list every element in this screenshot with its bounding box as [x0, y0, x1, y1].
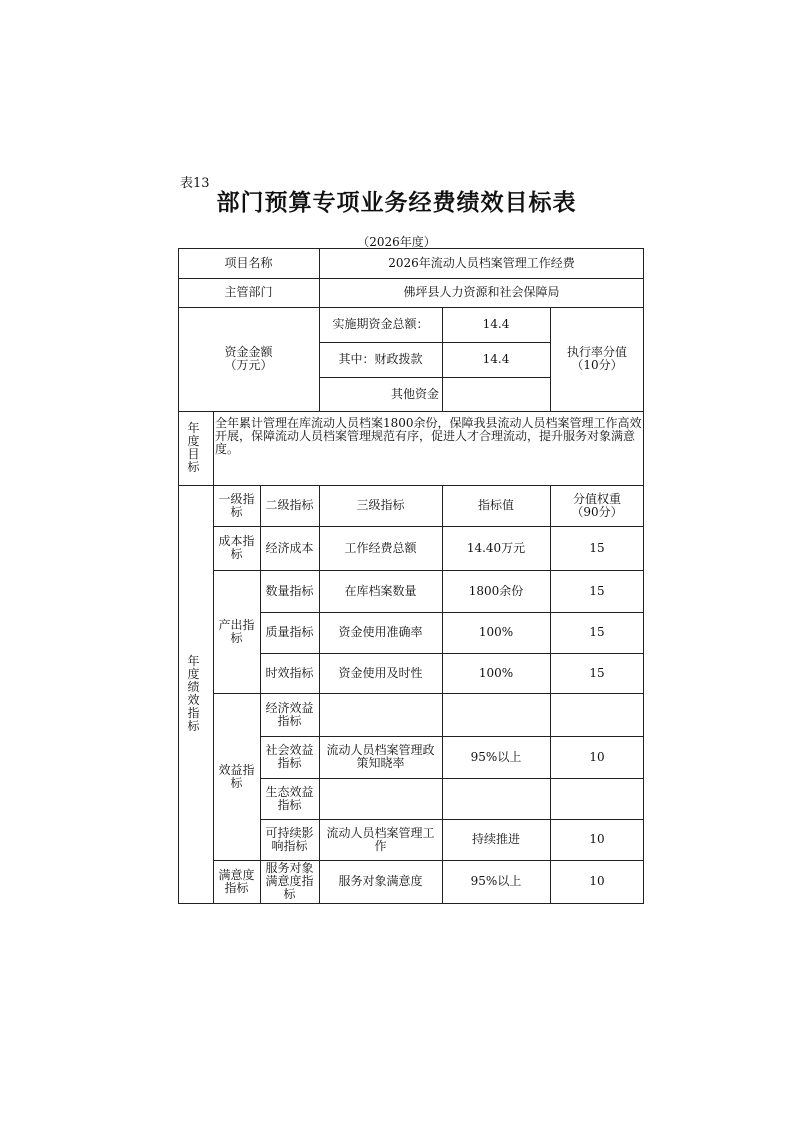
header-weight: [550, 485, 644, 526]
goal-text: 全年累计管理在库流动人员档案1800余份，保障我县流动人员档案管理工作高效开展，保障流动人员档案管理规范有序，促进人才合理流动，提升服务对象满意度。: [215, 416, 642, 456]
row-weight: 15: [589, 625, 605, 639]
header-value: 指标值: [477, 498, 514, 512]
total-funds-value: 14.4: [482, 317, 510, 331]
group-satisfaction: 满意度指标: [218, 867, 255, 895]
goal-label-line2: 目 标: [187, 447, 204, 474]
row-level3: 流动人员档案管理工作: [326, 825, 435, 853]
other-funds-value: [442, 377, 550, 411]
total-funds-label: 实施期资金总额：: [332, 317, 429, 331]
header-level3: 三级指标: [356, 498, 405, 512]
grid-line: [178, 903, 644, 904]
row-value: 1800余份: [468, 583, 524, 598]
execution-rate-line1: 执行率分值: [566, 345, 627, 359]
row-value: 持续推进: [471, 832, 520, 846]
row-value: 95%以上: [470, 749, 522, 764]
row-weight: [550, 693, 644, 736]
funds-label-line2: （万元）: [224, 358, 273, 372]
project-name-label: 项目名称: [224, 255, 273, 270]
funds-label-line1: 资金金额: [224, 345, 273, 359]
budget-year: （2026年度）: [357, 235, 436, 249]
header-level2: 二级指标: [265, 498, 314, 512]
funds-label: [178, 307, 319, 411]
indicator-side-line1: 年 度: [187, 654, 204, 681]
performance-table: [178, 248, 644, 904]
row-level2: 时效指标: [265, 665, 314, 680]
row-level2: 数量指标: [265, 583, 314, 598]
group-benefit: 效益指标: [218, 762, 255, 790]
row-level3: [319, 778, 442, 819]
row-level2: 经济效益指标: [265, 700, 314, 728]
row-value: 100%: [478, 625, 514, 639]
row-level2: 社会效益指标: [265, 743, 314, 770]
row-value: 100%: [478, 665, 514, 680]
indicator-side-line2: 绩 效: [187, 680, 204, 707]
row-level2: 经济成本: [265, 540, 314, 555]
group-output: 产出指标: [218, 617, 255, 645]
execution-rate-label: [550, 307, 644, 411]
row-level2: 生态效益指标: [265, 784, 314, 812]
other-funds-label: 其他资金: [390, 386, 439, 401]
row-level3: 流动人员档案管理政策知晓率: [326, 743, 435, 770]
row-level3: 资金使用准确率: [338, 625, 423, 639]
row-weight: 15: [589, 583, 605, 598]
row-weight: 15: [589, 665, 605, 680]
row-level3: 在库档案数量: [344, 583, 417, 598]
row-level3: 资金使用及时性: [338, 665, 423, 680]
page-title: 部门预算专项业务经费绩效目标表: [216, 190, 577, 216]
department-value: 佛坪县人力资源和社会保障局: [403, 285, 560, 299]
row-value: 95%以上: [470, 874, 522, 888]
goal-label-line1: 年 度: [187, 421, 204, 448]
table-number: 表13: [180, 176, 210, 191]
row-weight: 10: [589, 749, 605, 764]
row-weight: 15: [589, 540, 605, 555]
row-value: [442, 778, 550, 819]
row-level3: 工作经费总额: [344, 540, 417, 555]
department-label: 主管部门: [224, 285, 273, 299]
row-level2: 服务对象满意度指标: [265, 861, 314, 901]
indicator-side-label: [178, 485, 213, 903]
row-level3: [319, 693, 442, 736]
project-name-value: 2026年流动人员档案管理工作经费: [388, 255, 575, 270]
execution-rate-line2: （10分）: [571, 358, 623, 372]
row-level2: 可持续影响指标: [265, 825, 314, 853]
row-value: 14.40万元: [466, 540, 526, 555]
fiscal-funds-value: 14.4: [482, 352, 510, 366]
fiscal-funds-label: 其中：财政拨款: [338, 352, 423, 366]
group-cost: 成本指标: [218, 534, 255, 561]
row-level2: 质量指标: [265, 625, 314, 639]
row-value: [442, 693, 550, 736]
goal-label: [178, 411, 213, 485]
header-weight-line1: 分值权重: [572, 491, 621, 506]
row-weight: 10: [589, 874, 605, 888]
row-level3: 服务对象满意度: [338, 874, 423, 888]
row-weight: 10: [589, 832, 605, 846]
header-level1: 一级指标: [218, 491, 255, 519]
row-weight: [550, 778, 644, 819]
indicator-side-line3: 指 标: [187, 706, 204, 733]
header-weight-line2: （90分）: [571, 504, 623, 519]
